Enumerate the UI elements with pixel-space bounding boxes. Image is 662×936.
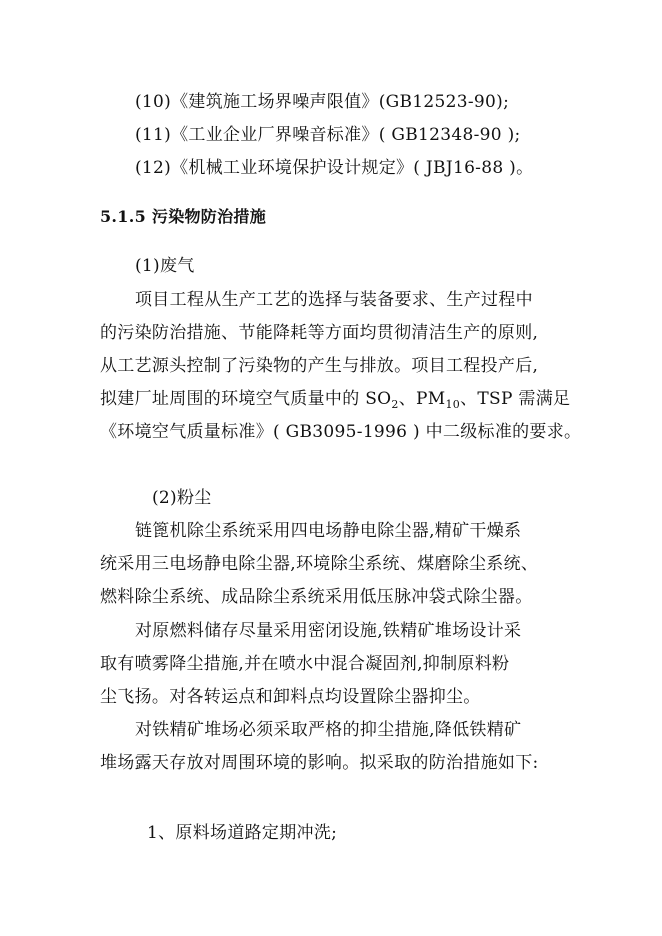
section-heading: 5.1.5 污染物防治措施 (100, 207, 267, 226)
dust-line-3: 燃料除尘系统、成品除尘系统采用低压脉冲袋式除尘器。 (100, 587, 533, 607)
so2-subscript: 2 (391, 398, 399, 411)
dust-line-1: 链篦机除尘系统采用四电场静电除尘器,精矿干燥系 (135, 521, 522, 541)
reference-10: (10)《建筑施工场界噪声限值》(GB12523-90); (135, 92, 510, 112)
waste-gas-line-3: 从工艺源头控制了污染物的产生与排放。项目工程投产后, (100, 356, 539, 376)
waste-gas-subheading: (1)废气 (135, 256, 195, 276)
pm10-subscript: 10 (445, 398, 461, 411)
waste-gas-line-5: 《环境空气质量标准》( GB3095-1996 ) 中二级标准的要求。 (100, 422, 582, 442)
dust-line-6: 尘飞扬。对各转运点和卸料点均设置除尘器抑尘。 (100, 687, 481, 707)
waste-gas-line-1: 项目工程从生产工艺的选择与装备要求、生产过程中 (135, 290, 533, 310)
line4-suffix: 、TSP 需满足 (460, 389, 571, 409)
waste-gas-line-2: 的污染防治措施、节能降耗等方面均贯彻清洁生产的原则, (100, 323, 539, 343)
dust-line-4: 对原燃料储存尽量采用密闭设施,铁精矿堆场设计采 (135, 621, 522, 641)
dust-subheading: (2)粉尘 (152, 488, 212, 508)
reference-12: (12)《机械工业环境保护设计规定》( JBJ16-88 )。 (135, 158, 534, 178)
dust-line-8: 堆场露天存放对周围环境的影响。拟采取的防治措施如下: (100, 753, 539, 773)
dust-line-5: 取有喷雾降尘措施,并在喷水中混合凝固剂,抑制原料粉 (100, 654, 510, 674)
dust-line-7: 对铁精矿堆场必须采取严格的抑尘措施,降低铁精矿 (135, 720, 522, 740)
reference-11: (11)《工业企业厂界噪音标准》( GB12348-90 ); (135, 125, 521, 145)
measure-1: 1、原料场道路定期冲洗; (147, 823, 338, 843)
line4-mid: 、PM (398, 389, 446, 409)
waste-gas-line-4 (100, 388, 570, 410)
line4-prefix: 拟建厂址周围的环境空气质量中的 SO (100, 389, 392, 409)
dust-line-2: 统采用三电场静电除尘器,环境除尘系统、煤磨除尘系统、 (100, 554, 539, 574)
